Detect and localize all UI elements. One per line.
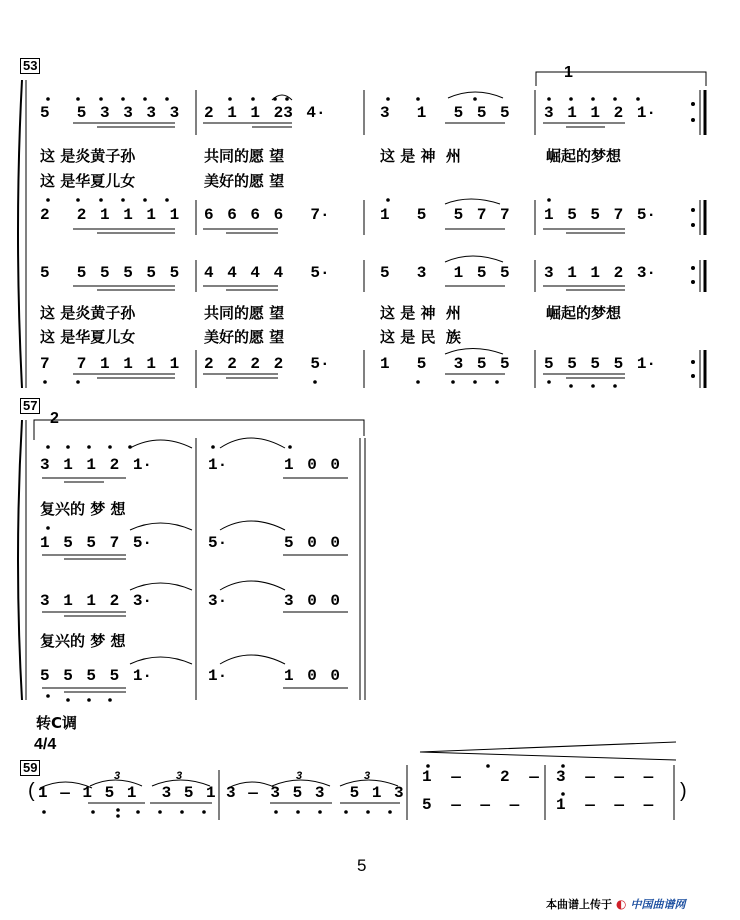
triplet-mark: 3 [176, 770, 183, 782]
notes-row: 5 — — — [422, 796, 520, 814]
notes-row: 3 1 1 2 3· [544, 264, 657, 282]
volta-label: 1 [564, 64, 573, 81]
measure-number: 53 [20, 58, 40, 74]
notes-row: 3 1 5 5 5 [380, 104, 510, 122]
volta-2-bracket [34, 420, 364, 440]
notes-row: 1 5 5 7 5· [40, 534, 153, 552]
notes-row: 1 5 3 5 5 [380, 355, 510, 373]
crescendo-hairpin [420, 742, 676, 760]
footer-uploaded-text: 本曲谱上传于 [546, 898, 612, 911]
time-signature: 4/4 [34, 736, 57, 753]
notes-row: 1 5 5 7 5· [544, 206, 657, 224]
lyric-row: 共同的愿 望 [204, 304, 285, 322]
notes-row: 5 5 3 3 3 3 [40, 104, 180, 122]
notes-row: 1· [208, 667, 228, 685]
lyric-row: 这 是炎黄子孙 [40, 147, 136, 165]
notes-row: 3 0 0 [284, 592, 341, 610]
lyric-row: 这 是 神 州 [380, 147, 461, 165]
notes-row: 4 4 4 4 5· [204, 264, 330, 282]
notes-row: 1 — — — [556, 796, 654, 814]
site-logo[interactable]: 中国曲谱网 [630, 898, 686, 911]
notes-row: 3 1 1 2 1· [544, 104, 657, 122]
notes-row: 1 — 2 — [422, 768, 539, 786]
notes-row: 3 1 1 2 3· [40, 592, 153, 610]
notes-row: 5 5 5 5 1· [544, 355, 657, 373]
lyric-row: 这 是炎黄子孙 [40, 304, 136, 322]
notes-row: 5 5 5 5 5 5 [40, 264, 180, 282]
volta-label: 2 [50, 410, 59, 427]
volta-1-bracket [536, 72, 706, 86]
notes-row: 7 7 1 1 1 1 [40, 355, 180, 373]
notes-row: 5 0 0 [284, 534, 341, 552]
notes-row: 1 0 0 [284, 667, 341, 685]
notes-row: 3 1 1 2 1· [40, 456, 153, 474]
lyric-row: 这 是华夏儿女 [40, 328, 136, 346]
system-brace [18, 420, 22, 700]
triplet-mark: 3 [296, 770, 303, 782]
key-change-label: 转C调 [36, 714, 78, 732]
lyric-row: 这 是 民 族 [380, 328, 461, 346]
system-brace [18, 80, 22, 388]
notes-row: 1 5 5 7 7 [380, 206, 510, 224]
site-logo-icon: ◐ [616, 897, 627, 911]
notes-row: 1· [208, 456, 228, 474]
notes-row: 2 1 1 23 4· [204, 104, 326, 122]
notes-row: 1 — 1 5 1 3 5 1 [38, 784, 216, 802]
measure-number: 57 [20, 398, 40, 414]
repeat-end-barline [691, 90, 705, 388]
lyric-row: 复兴的 梦 想 [40, 632, 126, 650]
measure-number: 59 [20, 760, 40, 776]
notes-row: 3 — 3 5 3 5 1 3 [226, 784, 404, 802]
beam-lines [73, 123, 625, 378]
open-paren: ( [28, 780, 35, 802]
lyric-row: 崛起的梦想 [546, 304, 622, 322]
triplet-mark: 3 [114, 770, 121, 782]
close-paren: ) [680, 780, 687, 802]
lyric-row: 崛起的梦想 [546, 147, 622, 165]
triplet-mark: 3 [364, 770, 371, 782]
notes-row: 6 6 6 6 7· [204, 206, 330, 224]
lyric-row: 复兴的 梦 想 [40, 500, 126, 518]
notes-row: 5· [208, 534, 228, 552]
page-number: 5 [357, 856, 367, 875]
notes-row: 1 0 0 [284, 456, 341, 474]
octave-dots [46, 445, 292, 702]
notes-row: 2 2 2 2 5· [204, 355, 330, 373]
notes-row: 3· [208, 592, 228, 610]
lyric-row: 这 是 神 州 [380, 304, 461, 322]
footer-credit [546, 896, 685, 912]
notes-row: 5 5 5 5 1· [40, 667, 153, 685]
notes-row: 3 — — — [556, 768, 654, 786]
notes-row: 5 3 1 5 5 [380, 264, 510, 282]
lyric-row: 这 是华夏儿女 [40, 172, 136, 190]
lyric-row: 美好的愿 望 [204, 328, 285, 346]
lyric-row: 美好的愿 望 [204, 172, 285, 190]
notes-row: 2 2 1 1 1 1 [40, 206, 180, 224]
lyric-row: 共同的愿 望 [204, 147, 285, 165]
